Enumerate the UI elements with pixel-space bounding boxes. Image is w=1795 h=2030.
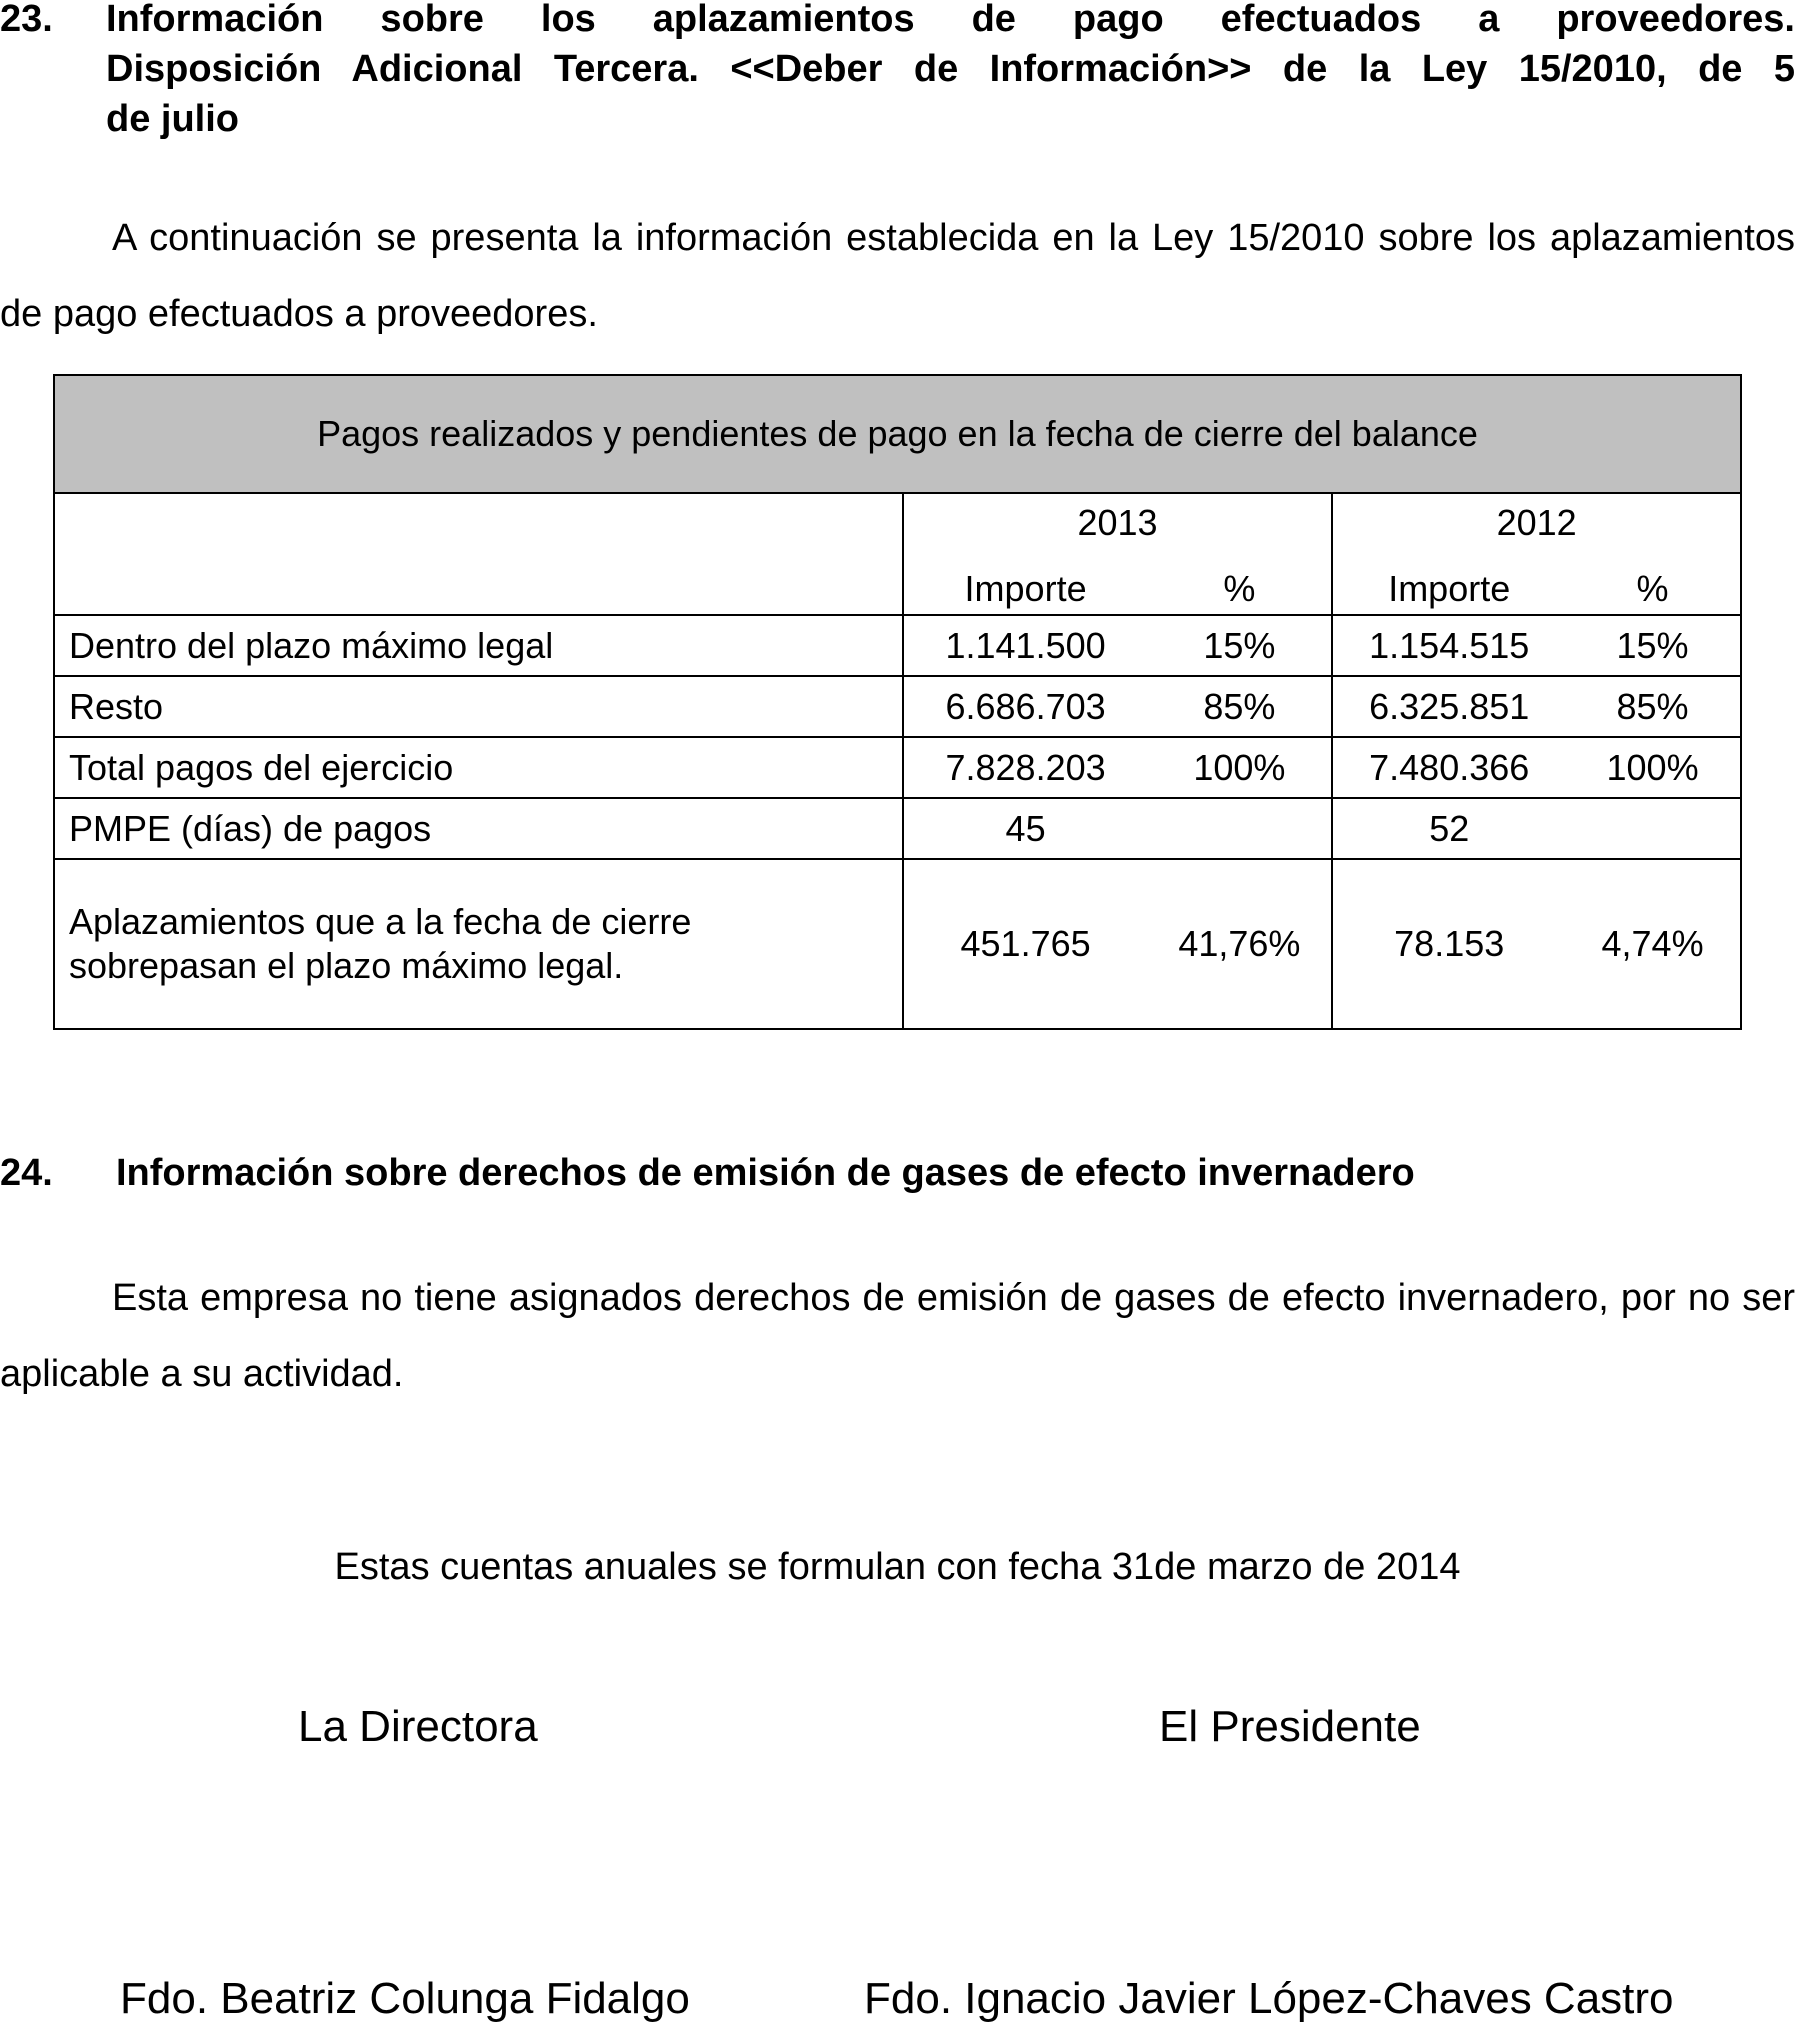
- section-24-heading: [0, 1152, 1415, 1195]
- values-2012: [1332, 798, 1741, 859]
- year-2013-label: 2013: [1077, 502, 1158, 543]
- percent-value: 100%: [1606, 746, 1699, 788]
- row-label: Dentro del plazo máximo legal: [54, 615, 903, 676]
- section-title: Información sobre derechos de emisión de gases de efecto invernadero: [116, 1152, 1415, 1194]
- percent-header: %: [1636, 568, 1669, 609]
- table-row: [54, 737, 1741, 798]
- importe-value: 52: [1429, 807, 1470, 849]
- importe-value: 6.686.703: [945, 685, 1106, 727]
- importe-value: 1.141.500: [945, 624, 1106, 666]
- section-title-line-3: de julio: [106, 98, 239, 140]
- importe-value: 78.153: [1394, 923, 1505, 964]
- importe-value: 6.325.851: [1369, 685, 1530, 727]
- section-24-paragraph: Esta empresa no tiene asignados derechos de emisión de gases de efecto invernadero, por no ser aplicable a su actividad.: [0, 1277, 1795, 1395]
- values-2013: [903, 676, 1333, 737]
- table-row: [54, 615, 1741, 676]
- section-number: 24.: [0, 1152, 53, 1194]
- row-label: PMPE (días) de pagos: [54, 798, 903, 859]
- values-2012: [1332, 859, 1741, 1029]
- empty-header-cell: [54, 493, 903, 615]
- values-2013: [903, 798, 1333, 859]
- signature-role-left: La Directora: [298, 1702, 538, 1751]
- closing-statement: Estas cuentas anuales se formulan con fecha 31de marzo de 2014: [334, 1546, 1461, 1588]
- importe-value: 451.765: [960, 923, 1091, 964]
- year-2012-label: 2012: [1496, 502, 1577, 543]
- percent-value: 85%: [1203, 685, 1276, 727]
- section-23-paragraph: A continuación se presenta la información establecida en la Ley 15/2010 sobre los aplazamientos de pago efectuados a proveedores.: [0, 217, 1795, 335]
- values-2013: [903, 859, 1333, 1029]
- table-header: Pagos realizados y pendientes de pago en la fecha de cierre del balance: [54, 375, 1741, 493]
- percent-value: 15%: [1203, 624, 1276, 666]
- importe-value: 45: [1005, 807, 1046, 849]
- values-2013: [903, 615, 1333, 676]
- year-2012-header: [1332, 493, 1741, 615]
- values-2012: [1332, 737, 1741, 798]
- section-title-line-2: Disposición Adicional Tercera. <<Deber de Información>> de la Ley 15/2010, de 5: [106, 48, 1795, 90]
- year-2013-header: [903, 493, 1333, 615]
- payments-table: [53, 374, 1742, 1030]
- row-label-line-2: sobrepasan el plazo máximo legal.: [69, 945, 624, 986]
- table-row: [54, 676, 1741, 737]
- values-2012: [1332, 676, 1741, 737]
- row-label: [54, 859, 903, 1029]
- percent-value: 100%: [1193, 746, 1286, 788]
- percent-value: 41,76%: [1178, 923, 1301, 964]
- importe-value: 7.480.366: [1369, 746, 1530, 788]
- importe-header: Importe: [1388, 568, 1511, 609]
- values-2013: [903, 737, 1333, 798]
- signature-name-left: Fdo. Beatriz Colunga Fidalgo: [120, 1974, 690, 2023]
- section-number: 23.: [0, 0, 53, 40]
- percent-value: 4,74%: [1601, 923, 1704, 964]
- values-2012: [1332, 615, 1741, 676]
- percent-value: 85%: [1616, 685, 1689, 727]
- table-row: [54, 798, 1741, 859]
- percent-header: %: [1223, 568, 1256, 609]
- signature-name-right: Fdo. Ignacio Javier López-Chaves Castro: [864, 1974, 1674, 2023]
- percent-value: 15%: [1616, 624, 1689, 666]
- signature-role-right: El Presidente: [1159, 1702, 1421, 1751]
- importe-value: 7.828.203: [945, 746, 1106, 788]
- importe-header: Importe: [964, 568, 1087, 609]
- row-label-line-1: Aplazamientos que a la fecha de cierre: [69, 901, 692, 942]
- importe-value: 1.154.515: [1369, 624, 1530, 666]
- row-label: Total pagos del ejercicio: [54, 737, 903, 798]
- section-title-line-1: Información sobre los aplazamientos de pago efectuados a proveedores.: [106, 0, 1795, 40]
- row-label: Resto: [54, 676, 903, 737]
- table-row: [54, 859, 1741, 1029]
